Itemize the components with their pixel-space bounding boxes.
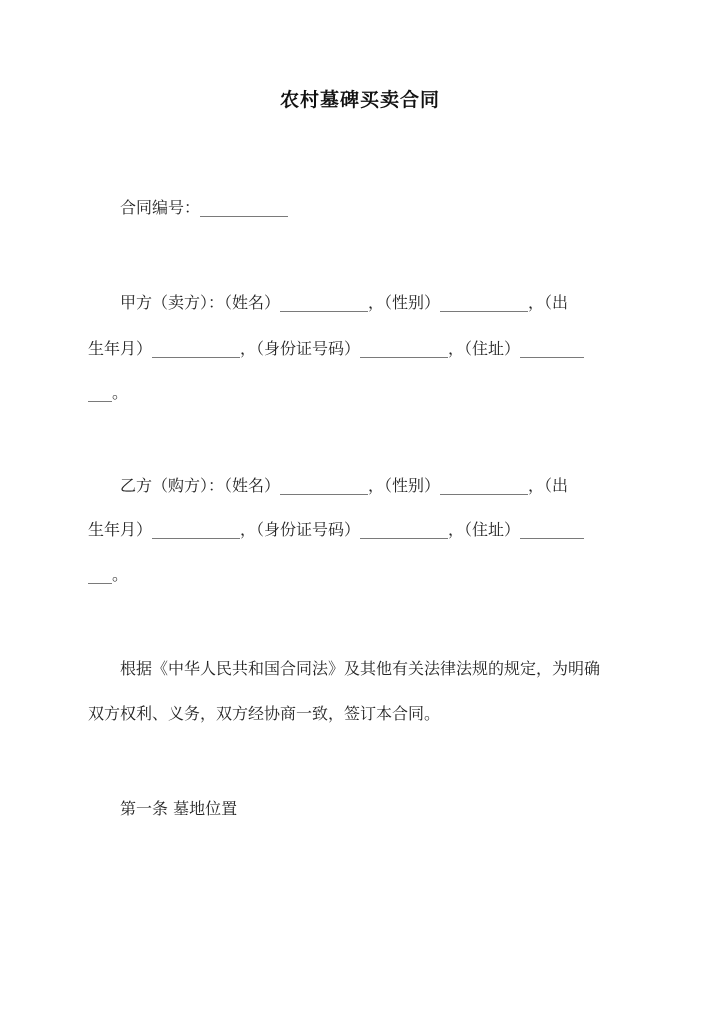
party-a-line-2: 生年月）___________，（身份证号码）___________，（住址）________ [88, 339, 585, 358]
party-b-line-2: 生年月）___________，（身份证号码）___________，（住址）________ [88, 520, 585, 539]
document-title: 农村墓碑买卖合同 [279, 89, 440, 111]
preamble-line-2: 双方权利、义务，双方经协商一致，签订本合同。 [88, 704, 441, 723]
contract-number: 合同编号：___________ [120, 198, 289, 217]
party-a-line-1: 甲方（卖方）：（姓名）___________，（性别）___________，（出 [120, 293, 569, 312]
party-a-line-3: ___。 [88, 383, 129, 402]
preamble-line-1: 根据《中华人民共和国合同法》及其他有关法律法规的规定，为明确 [120, 659, 601, 678]
article-1-heading: 第一条 墓地位置 [120, 799, 238, 818]
party-b-line-3: ___。 [88, 565, 129, 584]
party-b-line-1: 乙方（购方）：（姓名）___________，（性别）___________，（出 [120, 476, 569, 495]
